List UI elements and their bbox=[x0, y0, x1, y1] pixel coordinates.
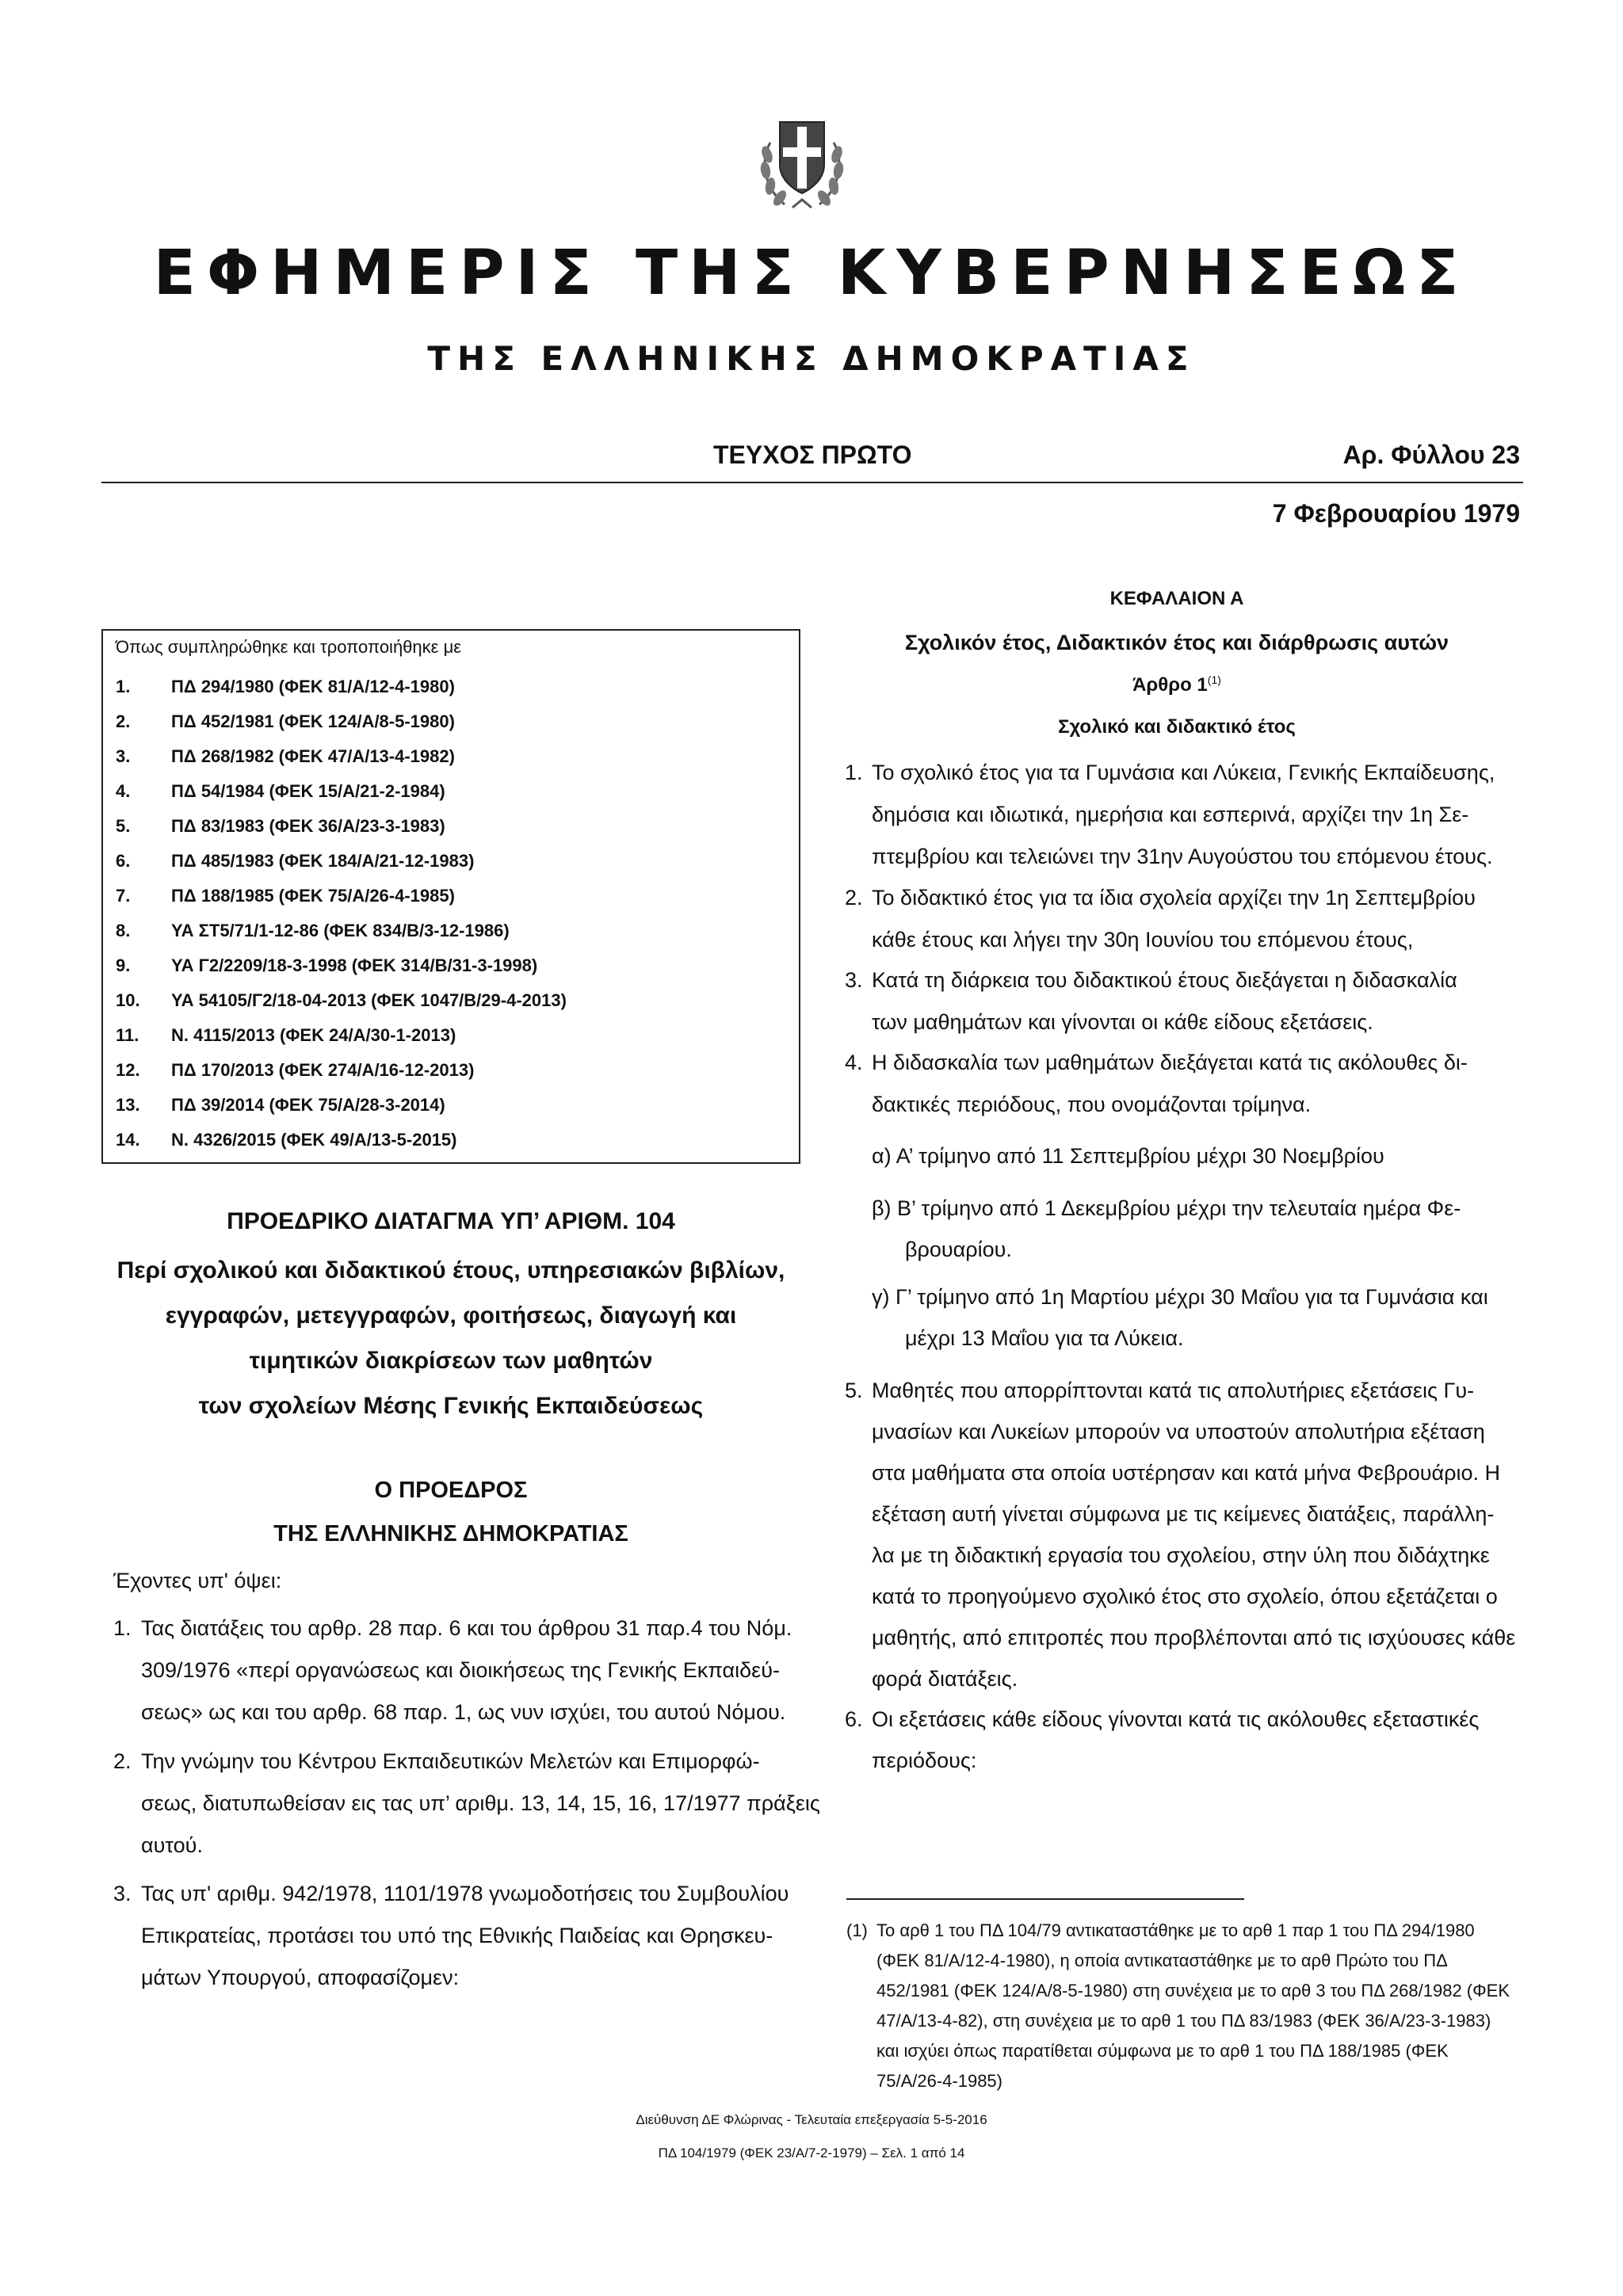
item-number: 1. bbox=[113, 1616, 132, 1640]
amendment-text: ΠΔ 452/1981 (ΦΕΚ 124/Α/8-5-1980) bbox=[171, 711, 455, 731]
term-text-line: βρουαρίου. bbox=[905, 1238, 1012, 1261]
amendment-text: ΥΑ ΣΤ5/71/1-12-86 (ΦΕΚ 834/Β/3-12-1986) bbox=[171, 921, 510, 940]
item-text-line: πτεμβρίου και τελειώνει την 31ην Αυγούστου του επόμενου έτους. bbox=[872, 845, 1493, 868]
decree-subtitle-line: εγγραφών, μετεγγραφών, φοιτήσεως, διαγωγή και bbox=[165, 1302, 737, 1329]
item-text-line: Το διδακτικό έτος για τα ίδια σχολεία αρχίζει την 1η Σεπτεμβρίου bbox=[872, 886, 1476, 910]
greek-coat-of-arms-icon bbox=[753, 111, 851, 214]
amendment-row bbox=[116, 816, 445, 848]
amendment-number: 5. bbox=[116, 816, 131, 836]
item-text-line: Τας διατάξεις του αρθρ. 28 παρ. 6 και του άρθρου 31 παρ.4 του Νόμ. bbox=[141, 1616, 792, 1640]
amendments-heading: Όπως συμπληρώθηκε και τροποποιήθηκε με bbox=[116, 637, 462, 657]
article-label: Άρθρο 1 bbox=[1132, 674, 1208, 696]
item-text-line: σεως, διατυπωθείσαν εις τας υπ’ αριθμ. 13, 14, 15, 16, 17/1977 πράξεις bbox=[141, 1791, 820, 1815]
amendment-text: ΠΔ 39/2014 (ΦΕΚ 75/Α/28-3-2014) bbox=[171, 1095, 445, 1115]
president-subheading: ΤΗΣ ΕΛΛΗΝΙΚΗΣ ΔΗΜΟΚΡΑΤΙΑΣ bbox=[273, 1521, 628, 1547]
item-text-line: Η διδασκαλία των μαθημάτων διεξάγεται κατά τις ακόλουθες δι- bbox=[872, 1051, 1468, 1074]
footnote-mark: (1) bbox=[846, 1920, 868, 1940]
decree-subtitle-line: των σχολείων Μέσης Γενικής Εκπαιδεύσεως bbox=[198, 1393, 704, 1419]
gazette-title: ΕΦΗΜΕΡΙΣ ΤΗΣ ΚΥΒΕΡΝΗΣΕΩΣ bbox=[153, 238, 1470, 309]
amendment-number: 12. bbox=[116, 1060, 140, 1080]
footnote-line: 47/Α/13-4-82), στη συνέχεια με το αρθ 1 του ΠΔ 83/1983 (ΦΕΚ 36/Α/23-3-1983) bbox=[876, 2011, 1491, 2031]
item-number: 3. bbox=[845, 968, 863, 992]
item-number: 2. bbox=[113, 1749, 132, 1773]
amendment-row bbox=[116, 1060, 474, 1092]
amendment-row bbox=[116, 1095, 445, 1127]
amendments-box bbox=[101, 629, 800, 1164]
footnote-divider bbox=[846, 1898, 1244, 1900]
amendment-text: ΠΔ 54/1984 (ΦΕΚ 15/Α/21-2-1984) bbox=[171, 781, 445, 801]
chapter-label: ΚΕΦΑΛΑΙΟΝ Α bbox=[1109, 588, 1244, 609]
item-text-line: λα με τη διδακτική εργασία του σχολείου, στην ύλη που διδάχτηκε bbox=[872, 1543, 1490, 1567]
item-text-line: δημόσια και ιδιωτικά, ημερήσια και εσπερινά, αρχίζει την 1η Σε- bbox=[872, 803, 1469, 826]
gazette-subtitle: ΤΗΣ ΕΛΛΗΝΙΚΗΣ ΔΗΜΟΚΡΑΤΙΑΣ bbox=[427, 339, 1196, 378]
item-text-line: Τας υπ' αριθμ. 942/1978, 1101/1978 γνωμοδοτήσεις του Συμβουλίου bbox=[141, 1882, 789, 1905]
issue-type: ΤΕΥΧΟΣ ΠΡΩΤΟ bbox=[713, 441, 912, 469]
item-text-line: των μαθημάτων και γίνονται οι κάθε είδους εξετάσεις. bbox=[872, 1010, 1373, 1034]
footnote-line: και ισχύει όπως παρατίθεται σύμφωνα με το αρθ 1 του ΠΔ 188/1985 (ΦΕΚ bbox=[876, 2041, 1449, 2061]
item-text-line: κάθε έτους και λήγει την 30η Ιουνίου του επόμενου έτους, bbox=[872, 928, 1414, 952]
item-text-line: αυτού. bbox=[141, 1833, 203, 1857]
amendment-text: ΥΑ Γ2/2209/18-3-1998 (ΦΕΚ 314/Β/31-3-1998) bbox=[171, 955, 538, 975]
amendment-text: ΠΔ 268/1982 (ΦΕΚ 47/Α/13-4-1982) bbox=[171, 746, 455, 766]
footnote-ref[interactable]: (1) bbox=[1207, 673, 1221, 686]
amendment-text: ΠΔ 188/1985 (ΦΕΚ 75/Α/26-4-1985) bbox=[171, 886, 455, 906]
item-text-line: Το σχολικό έτος για τα Γυμνάσια και Λύκεια, Γενικής Εκπαίδευσης, bbox=[872, 761, 1495, 784]
item-text-line: μνασίων και Λυκείων μπορούν να υποστούν απολυτήρια εξέταση bbox=[872, 1420, 1485, 1444]
amendment-row bbox=[116, 990, 567, 1022]
issue-date: 7 Φεβρουαρίου 1979 bbox=[1272, 499, 1520, 528]
amendment-row bbox=[116, 955, 537, 987]
amendment-number: 7. bbox=[116, 886, 131, 906]
amendment-number: 6. bbox=[116, 851, 131, 871]
item-number: 4. bbox=[845, 1051, 863, 1074]
item-text-line: Μαθητές που απορρίπτονται κατά τις απολυτήριες εξετάσεις Γυ- bbox=[872, 1379, 1475, 1402]
amendment-text: ΠΔ 485/1983 (ΦΕΚ 184/Α/21-12-1983) bbox=[171, 851, 475, 871]
decree-subtitle-line: Περί σχολικού και διδακτικού έτους, υπηρεσιακών βιβλίων, bbox=[116, 1257, 785, 1283]
item-text-line: Την γνώμην του Κέντρου Εκπαιδευτικών Μελετών και Επιμορφώ- bbox=[141, 1749, 760, 1773]
amendment-row bbox=[116, 1130, 457, 1161]
item-number: 3. bbox=[113, 1882, 132, 1905]
term-text-line: β) Β’ τρίμηνο από 1 Δεκεμβρίου μέχρι την τελευταία ημέρα Φε- bbox=[872, 1196, 1461, 1220]
amendment-number: 3. bbox=[116, 746, 131, 766]
item-text-line: σεως» ως και του αρθρ. 68 παρ. 1, ως νυν ισχύει, του αυτού Νόμου. bbox=[141, 1700, 786, 1724]
item-text-line: εξέταση αυτή γίνεται σύμφωνα με τις κείμενες διατάξεις, παράλλη- bbox=[872, 1502, 1495, 1526]
amendment-number: 9. bbox=[116, 955, 131, 975]
item-text-line: μάτων Υπουργού, αποφασίζομεν: bbox=[141, 1966, 460, 1989]
item-text-line: περιόδους: bbox=[872, 1749, 977, 1772]
amendment-number: 10. bbox=[116, 990, 140, 1010]
amendment-number: 13. bbox=[116, 1095, 140, 1115]
amendment-row bbox=[116, 886, 455, 917]
amendment-row bbox=[116, 1025, 456, 1057]
amendment-row bbox=[116, 746, 455, 778]
item-text-line: Κατά τη διάρκεια του διδακτικού έτους διεξάγεται η διδασκαλία bbox=[872, 968, 1457, 992]
decree-subtitle-line: τιμητικών διακρίσεων των μαθητών bbox=[249, 1348, 653, 1374]
amendment-row bbox=[116, 677, 455, 708]
sheet-number: Αρ. Φύλλου 23 bbox=[1342, 441, 1520, 469]
chapter-title: Σχολικόν έτος, Διδακτικόν έτος και διάρθρωσις αυτών bbox=[904, 631, 1449, 654]
amendment-number: 1. bbox=[116, 677, 131, 696]
item-text-line: Επικρατείας, προτάσει του υπό της Εθνικής Παιδείας και Θρησκευ- bbox=[141, 1924, 773, 1947]
footer-line-2: ΠΔ 104/1979 (ΦΕΚ 23/Α/7-2-1979) – Σελ. 1 από 14 bbox=[658, 2145, 965, 2161]
amendment-text: ΠΔ 170/2013 (ΦΕΚ 274/Α/16-12-2013) bbox=[171, 1060, 475, 1080]
article-subtitle: Σχολικό και διδακτικό έτος bbox=[1058, 716, 1296, 738]
item-text-line: φορά διατάξεις. bbox=[872, 1667, 1018, 1691]
amendment-text: Ν. 4326/2015 (ΦΕΚ 49/Α/13-5-2015) bbox=[171, 1130, 457, 1150]
amendment-row bbox=[116, 711, 455, 743]
item-number: 2. bbox=[845, 886, 863, 910]
item-number: 1. bbox=[845, 761, 863, 784]
term-text-line: γ) Γ’ τρίμηνο από 1η Μαρτίου μέχρι 30 Μαΐου για τα Γυμνάσια και bbox=[872, 1285, 1488, 1309]
footnote-line: Το αρθ 1 του ΠΔ 104/79 αντικαταστάθηκε με το αρθ 1 παρ 1 του ΠΔ 294/1980 bbox=[876, 1920, 1475, 1940]
article-title bbox=[832, 673, 1522, 696]
decree-title: ΠΡΟΕΔΡΙΚΟ ΔΙΑΤΑΓΜΑ ΥΠ’ ΑΡΙΘΜ. 104 bbox=[227, 1208, 675, 1234]
president-heading: Ο ΠΡΟΕΔΡΟΣ bbox=[374, 1478, 528, 1503]
item-text-line: Οι εξετάσεις κάθε είδους γίνονται κατά τις ακόλουθες εξεταστικές bbox=[872, 1707, 1480, 1731]
amendment-number: 8. bbox=[116, 921, 131, 940]
item-text-line: κατά το προηγούμενο σχολικό έτος στο σχολείο, όπου εξετάζεται ο bbox=[872, 1585, 1498, 1608]
footnote-line: 75/Α/26-4-1985) bbox=[876, 2071, 1002, 2091]
footnote-line: 452/1981 (ΦΕΚ 124/Α/8-5-1980) στη συνέχεια με το αρθ 3 του ΠΔ 268/1982 (ΦΕΚ bbox=[876, 1981, 1510, 2000]
amendment-number: 14. bbox=[116, 1130, 140, 1150]
footnote-line: (ΦΕΚ 81/Α/12-4-1980), η οποία αντικαταστάθηκε με το αρθ Πρώτο του ΠΔ bbox=[876, 1951, 1448, 1970]
amendment-number: 4. bbox=[116, 781, 131, 801]
header-divider bbox=[101, 482, 1523, 483]
item-text-line: δακτικές περιόδους, που ονομάζονται τρίμηνα. bbox=[872, 1093, 1312, 1116]
amendment-row bbox=[116, 851, 474, 883]
amendment-number: 11. bbox=[116, 1025, 139, 1045]
item-text-line: 309/1976 «περί οργανώσεως και διοικήσεως της Γενικής Εκπαιδεύ- bbox=[141, 1658, 780, 1682]
amendment-text: ΠΔ 294/1980 (ΦΕΚ 81/Α/12-4-1980) bbox=[171, 677, 455, 696]
amendment-row bbox=[116, 921, 510, 952]
item-number: 6. bbox=[845, 1707, 863, 1731]
amendment-number: 2. bbox=[116, 711, 131, 731]
amendment-text: ΥΑ 54105/Γ2/18-04-2013 (ΦΕΚ 1047/Β/29-4-2013) bbox=[171, 990, 567, 1010]
amendment-row bbox=[116, 781, 445, 813]
amendment-text: ΠΔ 83/1983 (ΦΕΚ 36/Α/23-3-1983) bbox=[171, 816, 445, 836]
item-number: 5. bbox=[845, 1379, 863, 1402]
term-text-line: μέχρι 13 Μαΐου για τα Λύκεια. bbox=[905, 1326, 1184, 1350]
amendment-text: Ν. 4115/2013 (ΦΕΚ 24/Α/30-1-2013) bbox=[171, 1025, 456, 1045]
item-text-line: μαθητής, από επιτροπές που προβλέπονται από τις ισχύουσες κάθε bbox=[872, 1626, 1516, 1650]
considering-label: Έχοντες υπ' όψει: bbox=[113, 1569, 282, 1592]
footer-line-1: Διεύθυνση ΔΕ Φλώρινας - Τελευταία επεξεργασία 5-5-2016 bbox=[636, 2112, 987, 2127]
term-text-line: α) Α’ τρίμηνο από 11 Σεπτεμβρίου μέχρι 30 Νοεμβρίου bbox=[872, 1144, 1384, 1168]
item-text-line: στα μαθήματα στα οποία υστέρησαν και κατά μήνα Φεβρουάριο. Η bbox=[872, 1461, 1501, 1485]
